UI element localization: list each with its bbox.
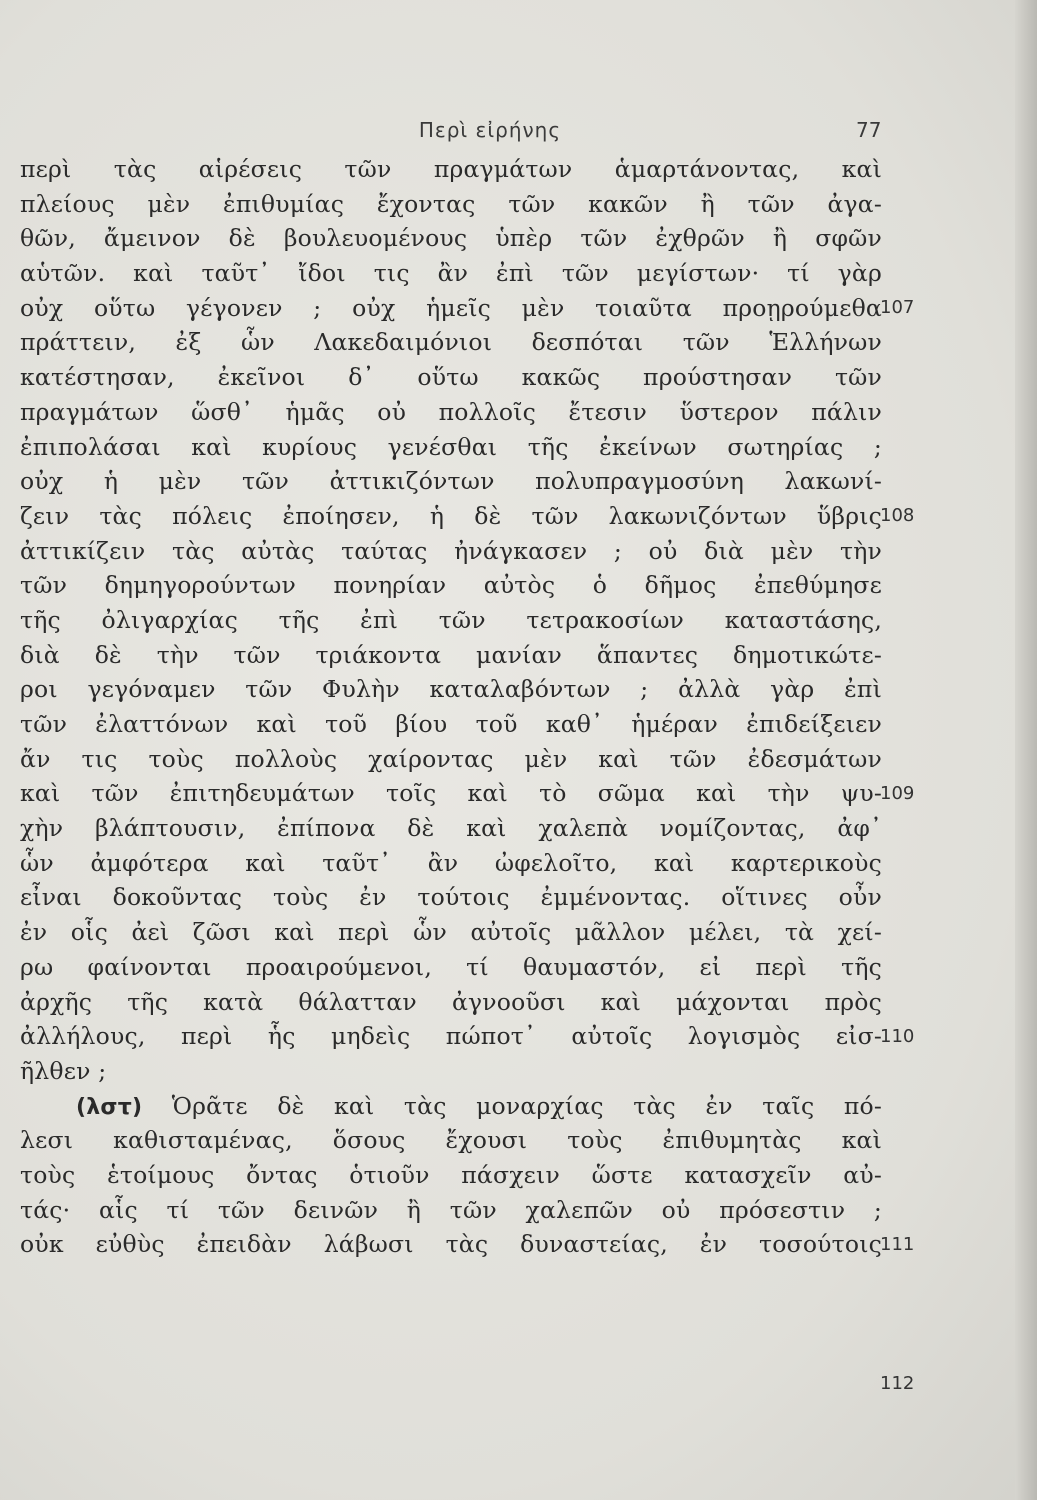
margin-number: 110 bbox=[880, 1025, 915, 1047]
text-line: αὑτῶν. καὶ ταῦτ᾽ ἴδοι τις ἂν ἐπὶ τῶν μεγίστων· τί γὰρ bbox=[20, 259, 882, 288]
margin-number: 107 bbox=[880, 296, 915, 318]
text-line: θῶν, ἄμεινον δὲ βουλευομένους ὑπὲρ τῶν ἐχθρῶν ἢ σφῶν bbox=[20, 224, 882, 253]
page-number: 77 bbox=[856, 118, 882, 142]
running-head-title: Περὶ εἰρήνης bbox=[418, 118, 562, 142]
text-line: ἄν τις τοὺς πολλοὺς χαίροντας μὲν καὶ τῶν ἐδεσμάτων bbox=[20, 744, 882, 773]
text-line: ἀρχῆς τῆς κατὰ θάλατταν ἀγνοοῦσι καὶ μάχονται πρὸς bbox=[20, 987, 882, 1016]
section-first-line bbox=[20, 1089, 882, 1124]
text-line: χὴν βλάπτουσιν, ἐπίπονα δὲ καὶ χαλεπὰ νομίζοντας, ἀφ᾽ bbox=[20, 814, 882, 843]
text-line: διὰ δὲ τὴν τῶν τριάκοντα μανίαν ἅπαντες δημοτικώτε- bbox=[20, 640, 882, 669]
text-line: ῆλθεν ; bbox=[20, 1056, 107, 1085]
margin-number: 108 bbox=[880, 505, 915, 526]
text-line: οὐκ εὐθὺς ἐπειδὰν λάβωσι τὰς δυναστείας, ἐν τοσούτοις bbox=[20, 1230, 882, 1259]
margin-number: 112 bbox=[880, 1372, 915, 1394]
text-line: εἶναι δοκοῦντας τοὺς ἐν τούτοις ἐμμένοντας. οἵτινες οὖν bbox=[20, 883, 882, 912]
margin-number: 109 bbox=[880, 782, 915, 804]
text-line: τῆς ὀλιγαρχίας τῆς ἐπὶ τῶν τετρακοσίων καταστάσης, bbox=[20, 605, 882, 634]
text-line: κατέστησαν, ἐκεῖνοι δ᾽ οὕτω κακῶς προύστησαν τῶν bbox=[20, 363, 882, 392]
text-line: πραγμάτων ὥσθ᾽ ἡμᾶς οὐ πολλοῖς ἔτεσιν ὕστερον πάλιν bbox=[20, 397, 882, 426]
text-line: λεσι καθισταμένας, ὅσους ἔχουσι τοὺς ἐπιθυμητὰς καὶ bbox=[20, 1126, 882, 1155]
text-line: ἐπιπολάσαι καὶ κυρίους γενέσθαι τῆς ἐκείνων σωτηρίας ; bbox=[20, 432, 882, 461]
body-text bbox=[20, 152, 882, 1262]
text-line: οὐχ οὕτω γέγονεν ; οὐχ ἡμεῖς μὲν τοιαῦτα προῃρούμεθα bbox=[20, 293, 882, 322]
text-line: περὶ τὰς αἱρέσεις τῶν πραγμάτων ἁμαρτάνοντας, καὶ bbox=[20, 155, 882, 183]
section-line-text: Ὁρᾶτε δὲ καὶ τὰς μοναρχίας τὰς ἐν ταῖς πό- bbox=[171, 1091, 882, 1120]
text-line: καὶ τῶν ἐπιτηδευμάτων τοῖς καὶ τὸ σῶμα καὶ τὴν ψυ- bbox=[20, 779, 882, 808]
text-line: πράττειν, ἐξ ὧν Λακεδαιμόνιοι δεσπόται τῶν Ἑλλήνων bbox=[20, 328, 882, 357]
page-gutter bbox=[1015, 0, 1037, 1500]
text-line: πλείους μὲν ἐπιθυμίας ἔχοντας τῶν κακῶν ἢ τῶν ἀγα- bbox=[20, 189, 882, 218]
text-line: τάς· αἷς τί τῶν δεινῶν ἢ τῶν χαλεπῶν οὐ πρόσεστιν ; bbox=[20, 1195, 882, 1224]
margin-number: 111 bbox=[880, 1233, 915, 1255]
text-line: τοὺς ἑτοίμους ὄντας ὁτιοῦν πάσχειν ὥστε κατασχεῖν αὐ- bbox=[20, 1160, 882, 1189]
text-line: ζειν τὰς πόλεις ἐποίησεν, ἡ δὲ τῶν λακωνιζόντων ὕβρις bbox=[20, 501, 882, 530]
text-line: ὧν ἀμφότερα καὶ ταῦτ᾽ ἂν ὠφελοῖτο, καὶ καρτερικοὺς bbox=[20, 848, 882, 877]
text-line: οὐχ ἡ μὲν τῶν ἀττικιζόντων πολυπραγμοσύνη λακωνί- bbox=[20, 467, 882, 496]
text-line: τῶν δημηγορούντων πονηρίαν αὐτὸς ὁ δῆμος ἐπεθύμησε bbox=[20, 571, 882, 600]
text-line: ἀττικίζειν τὰς αὐτὰς ταύτας ἠνάγκασεν ; οὐ διὰ μὲν τὴν bbox=[20, 536, 882, 565]
text-line: τῶν ἐλαττόνων καὶ τοῦ βίου τοῦ καθ᾽ ἡμέραν ἐπιδείξειεν bbox=[20, 710, 882, 738]
text-line: ροι γεγόναμεν τῶν Φυλὴν καταλαβόντων ; ἀλλὰ γὰρ ἐπὶ bbox=[20, 675, 882, 704]
text-line: ἀλλήλους, περὶ ἧς μηδεὶς πώποτ᾽ αὐτοῖς λογισμὸς εἰσ- bbox=[20, 1022, 882, 1051]
section-label: (λστ) bbox=[76, 1094, 143, 1120]
text-line: ἐν οἷς ἀεὶ ζῶσι καὶ περὶ ὧν αὐτοῖς μᾶλλον μέλει, τὰ χεί- bbox=[20, 918, 882, 947]
text-line: ρω φαίνονται προαιρούμενοι, τί θαυμαστόν, εἰ περὶ τῆς bbox=[20, 952, 882, 981]
